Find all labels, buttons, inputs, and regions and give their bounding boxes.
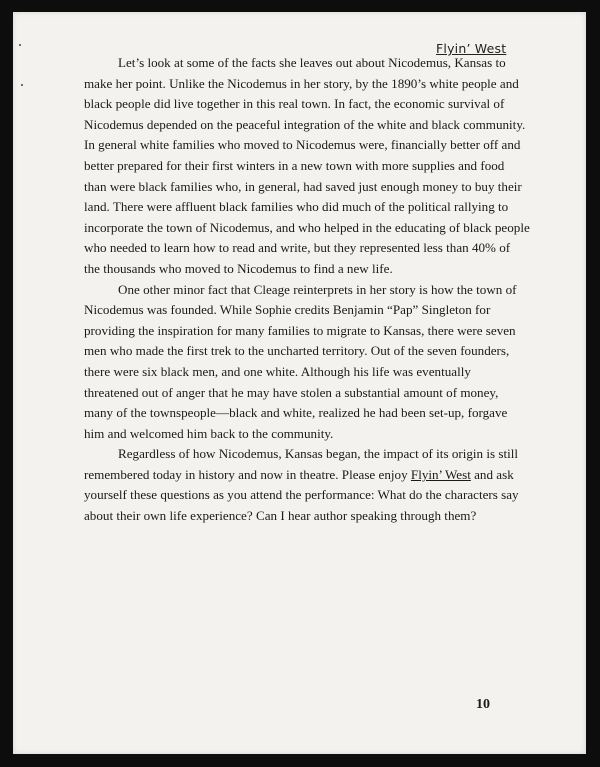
scan-speck (19, 44, 21, 46)
paragraph-1-line-6: better prepared for their first winters in a new town with more supplies and food (84, 157, 505, 173)
paragraph-3-line-1: Regardless of how Nicodemus, Kansas began, the impact of its origin is still (118, 446, 519, 462)
paragraph-3-line-2-end: and ask (470, 466, 514, 482)
paragraph-1-line-8: land. There were affluent black families who did much of the political rallying to (84, 199, 509, 215)
paragraph-3-line-4: about their own life experience? Can I hear author speaking through them? (84, 508, 477, 524)
paragraph-3-line-2-text: remembered today in history and now in theatre. Please enjoy (84, 466, 408, 482)
paragraph-1-line-2: make her point. Unlike the Nicodemus in her story, by the 1890’s white people and (84, 75, 519, 91)
paragraph-1-line-7: than were black families who, in general, had saved just enough money to buy their (84, 178, 522, 194)
paragraph-2-line-1: One other minor fact that Cleage reinterprets in her story is how the town of (118, 281, 517, 297)
document-body (84, 53, 529, 527)
paragraph-2-line-7: many of the townspeople—black and white, realized he had been set-up, forgave (84, 405, 508, 421)
play-title-reference: Flyin’ West (410, 466, 471, 482)
page-number: 10 (476, 697, 490, 712)
paragraph-2-line-5: there were six black men, and one white. Although his life was eventually (84, 363, 471, 379)
paragraph-1-line-11: the thousands who moved to Nicodemus to find a new life. (84, 260, 393, 276)
paragraph-2-line-8: him and welcomed him back to the community. (84, 425, 334, 441)
paragraph-2-line-2: Nicodemus was founded. While Sophie credits Benjamin “Pap” Singleton for (84, 302, 491, 318)
paragraph-2-line-4: men who made the first trek to the uncharted territory. Out of the seven founders, (84, 343, 510, 359)
paragraph-1-line-9: incorporate the town of Nicodemus, and who helped in the educating of black people (84, 219, 530, 235)
paragraph-1-line-1: Let’s look at some of the facts she leaves out about Nicodemus, Kansas to (118, 55, 506, 70)
paragraph-2-line-3: providing the inspiration for many families to migrate to Kansas, there were seven (84, 322, 516, 338)
paragraph-1-line-10: who needed to learn how to read and write, but they represented less than 40% of (84, 240, 511, 256)
running-header-title: Flyin’ West (436, 41, 507, 56)
paragraph-3-line-3: yourself these questions as you attend the performance: What do the characters say (84, 487, 519, 503)
paragraph-3-line-2 (84, 465, 529, 486)
scan-speck (21, 84, 23, 86)
paragraph-1-line-5: In general white families who moved to Nicodemus were, financially better off and (84, 137, 521, 153)
paragraph-2-line-6: threatened out of anger that he may have stolen a substantial amount of money, (84, 384, 499, 400)
paragraph-1-line-4: Nicodemus depended on the peaceful integration of the white and black community. (84, 116, 526, 132)
paragraph-1-line-3: black people did live together in this real town. In fact, the economic survival of (84, 96, 505, 112)
